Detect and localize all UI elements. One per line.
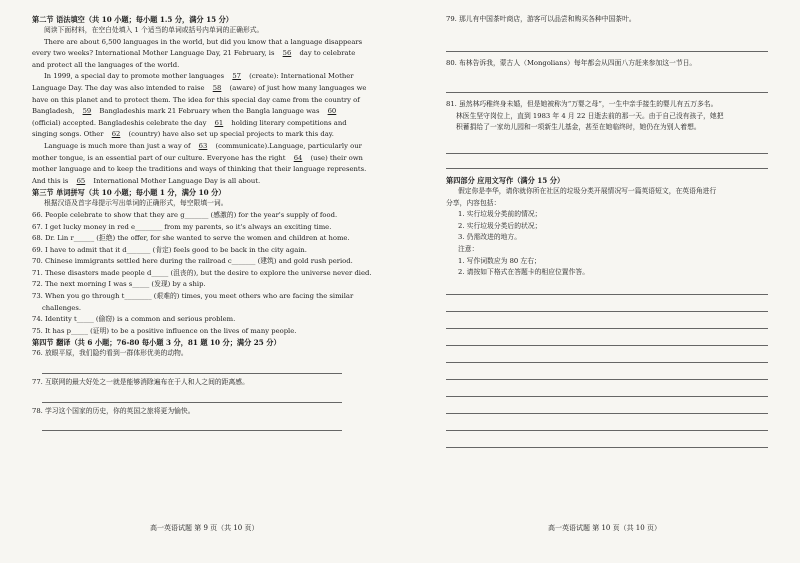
section2-title: 第二节 语法填空（共 10 小题；每小题 1.5 分，满分 15 分） [32, 15, 233, 24]
writing-line[interactable] [446, 349, 768, 363]
note-1: 1. 写作词数应为 80 左右； [458, 256, 541, 265]
question-78: 78. 学习这个国家的历史，你的英国之旅将更为愉快。 [32, 406, 195, 415]
text: (use) their [310, 153, 347, 162]
text: singing songs. Other [32, 130, 104, 139]
answer-line-76[interactable] [42, 362, 342, 374]
blank-63[interactable]: 63 [198, 141, 208, 150]
text: and protect all the languages of the world. [32, 60, 180, 69]
writing-area[interactable] [446, 281, 768, 448]
writing-point-2: 2. 实行垃圾分类后的状况； [458, 221, 542, 230]
question-81-line1: 81. 虽然林巧稚终身未婚，但是她被称为“万婴之母”，一生中亲手接生的婴儿有五万多名。 [446, 100, 718, 109]
paragraph-1 [32, 37, 370, 72]
note-label: 注意： [458, 244, 479, 253]
answer-line-81a[interactable] [446, 142, 768, 154]
text: In 1999, a special day to promote mother languages [44, 72, 225, 81]
paragraph-3 [32, 141, 370, 187]
writing-line[interactable] [446, 281, 768, 295]
blank-65[interactable]: 65 [76, 176, 86, 185]
question-71: 71. These disasters made people d_____ (沮丧的), but the desire to explore the universe never died. [32, 268, 372, 277]
writing-line[interactable] [446, 332, 768, 346]
text: Bangladesh, [32, 107, 75, 116]
text: Language Day. The day was also intended to raise [32, 83, 205, 92]
question-76: 76. 放眼平原，我们隐约看到一群体形优美的动物。 [32, 349, 188, 358]
writing-line[interactable] [446, 315, 768, 329]
section3-title: 第三节 单词拼写（共 10 小题；每小题 1 分，满分 10 分） [32, 188, 226, 198]
writing-line[interactable] [446, 366, 768, 380]
writing-line[interactable] [446, 298, 768, 312]
blank-56[interactable]: 56 [282, 49, 292, 58]
answer-line-78[interactable] [42, 419, 342, 431]
blank-60[interactable]: 60 [327, 107, 337, 116]
text: Bangladeshis mark 21 February when the Bangla language was [99, 107, 320, 116]
text: (communicate).Language, particularly [215, 141, 348, 150]
writing-point-1: 1. 实行垃圾分类前的情况； [458, 210, 542, 219]
text: (aware) of just how many languages [229, 83, 355, 92]
question-72: 72. The next morning I was s_____ (发现) by a ship. [32, 280, 206, 289]
blank-62[interactable]: 62 [111, 130, 121, 139]
text: our mother tongue, is an essential part of our culture. Everyone has the right [32, 141, 362, 162]
text: (official) accepted. Bangladeshis celebrate the day [32, 118, 207, 127]
page-footer-right: 高一英语试题 第 10 页（共 10 页） [548, 524, 661, 532]
text: International Mother Language Day is all about. [93, 176, 261, 185]
text: (country) have also set up special projects to mark this day. [128, 130, 334, 139]
writing-point-3: 3. 仍需改进的地方。 [458, 233, 522, 242]
blank-59[interactable]: 59 [82, 107, 92, 116]
text: own mother language and to keep the traditions and ways of thinking that their language represents. [32, 153, 367, 174]
question-79: 79. 那儿有中国茶叶商店，游客可以品尝和购买各种中国茶叶。 [446, 15, 636, 23]
question-81-line3: 积蓄捐给了一家幼儿园和一项新生儿基金，甚至在她临终时，她仍在为别人着想。 [456, 123, 701, 132]
question-70: 70. Chinese immigrants settled here during the railroad c_______ (建筑) and gold rush period. [32, 257, 353, 266]
section3-instructions: 根据汉语及首字母提示写出单词的正确形式，每空限填一词。 [44, 199, 228, 208]
text: holding literary competitions and [231, 118, 347, 127]
section2-instructions: 阅读下面材料，在空白处填入 1 个适当的单词或括号内单词的正确形式。 [44, 26, 264, 34]
writing-line[interactable] [446, 434, 768, 448]
text: day to celebrate [299, 49, 356, 58]
blank-58[interactable]: 58 [212, 83, 222, 92]
question-66: 66. People celebrate to show that they are g_______ (感激的) for the year's supply of food. [32, 210, 338, 219]
part4-title: 第四部分 应用文写作（满分 15 分） [446, 175, 565, 185]
page-footer-left: 高一英语试题 第 9 页（共 10 页） [150, 524, 259, 532]
text: we have on this planet and to protect them. The idea for this special day came from the country of [32, 83, 367, 104]
writing-prompt-line2: 分享，内容包括： [446, 198, 501, 207]
text: There are about 6,500 languages in the world, but did you know that a language disappears [44, 37, 363, 46]
answer-line-80[interactable] [446, 81, 768, 93]
writing-line[interactable] [446, 383, 768, 397]
text: And this is [32, 176, 69, 185]
right-column [446, 14, 768, 451]
question-80: 80. 布林告诉我，蒙古人（Mongolians）每年都会从四面八方赶来参加这一节日。 [446, 58, 697, 67]
writing-prompt-line1: 假定你是李华，请你就你所在社区的垃圾分类开展情况写一篇英语短文，在英语角进行 [458, 186, 717, 195]
text: Language is much more than just a way of [44, 141, 191, 150]
question-68: 68. Dr. Lin r______ (拒绝) the offer, for she wanted to serve the women and children at home. [32, 234, 350, 243]
section4-title: 第四节 翻译（共 6 小题；76-80 每小题 3 分，81 题 10 分；满分 25 分） [32, 338, 281, 348]
question-77: 77. 互联网的最大好处之一就是能够消除遍布在于人和人之间的距离感。 [32, 378, 249, 387]
blank-64[interactable]: 64 [293, 153, 303, 162]
question-67: 67. I get lucky money in red e________ from my parents, so it's always an exciting time. [32, 222, 332, 231]
question-74: 74. Identity t_____ (偷窃) is a common and serious problem. [32, 315, 236, 324]
answer-line-81b[interactable] [446, 157, 768, 169]
paragraph-2 [32, 71, 370, 141]
question-81-line2: 林医生坚守岗位上，直到 1983 年 4 月 22 日逝去前的那一天。由于自己没有孩子，她把 [456, 111, 724, 120]
question-73-cont: challenges. [42, 303, 82, 312]
question-75: 75. It has p_____ (证明) to be a positive influence on the lives of many people. [32, 326, 297, 335]
text: (create): International Mother [249, 72, 354, 81]
question-73: 73. When you go through t________ (艰难的) times, you meet others who are facing the similar [32, 292, 354, 301]
writing-line[interactable] [446, 417, 768, 431]
question-69: 69. I have to admit that it d_______ (肯定) feels good to be back in the city again. [32, 245, 307, 254]
blank-57[interactable]: 57 [232, 72, 241, 81]
answer-line-77[interactable] [42, 391, 342, 403]
writing-line[interactable] [446, 400, 768, 414]
blank-61[interactable]: 61 [214, 118, 224, 127]
answer-line-79[interactable] [446, 40, 768, 52]
text: every two weeks? International Mother Language Day, 21 February, is [32, 49, 275, 58]
note-2: 2. 请按如下格式在答题卡的相应位置作答。 [458, 268, 589, 277]
left-column [32, 14, 370, 434]
